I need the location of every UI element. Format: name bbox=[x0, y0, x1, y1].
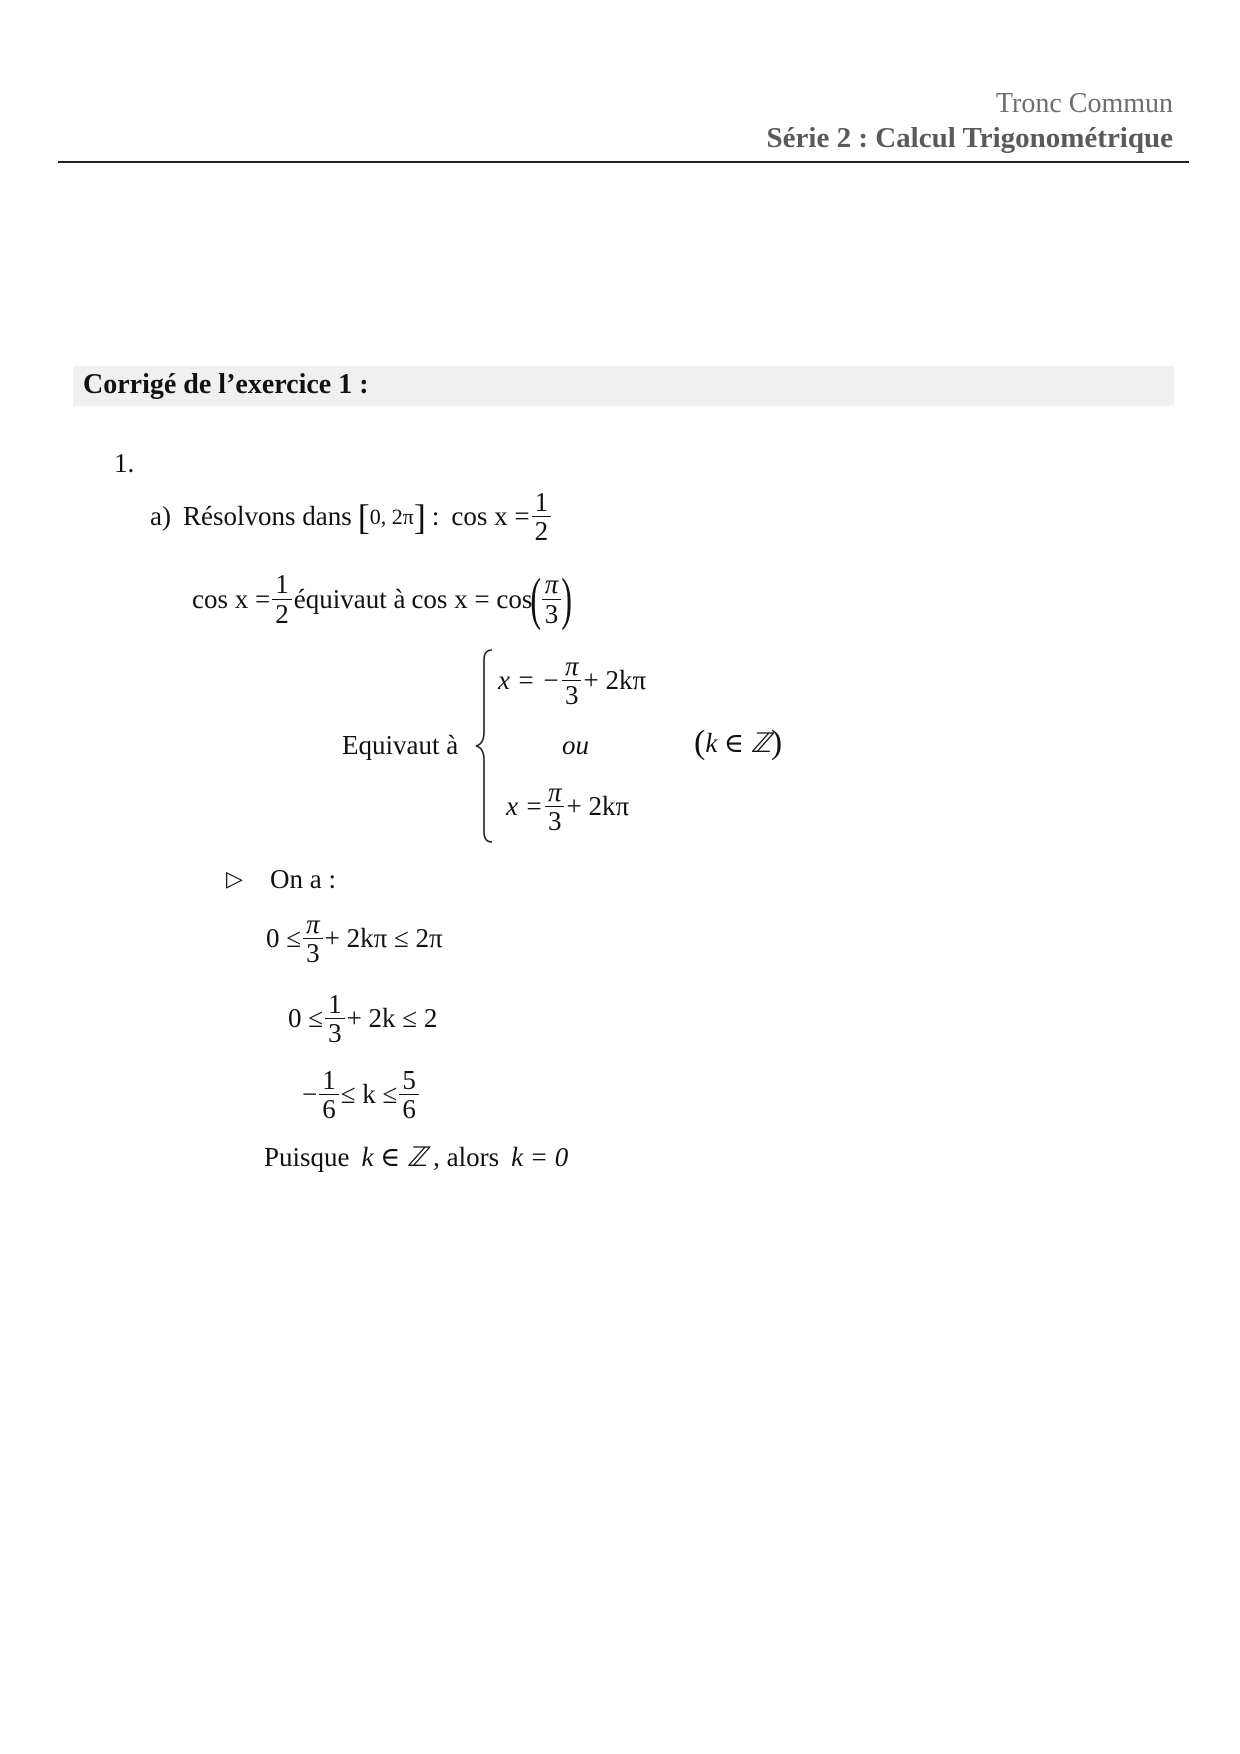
fraction-one-third bbox=[325, 990, 345, 1048]
ineq2-right: + 2k ≤ 2 bbox=[346, 1003, 438, 1034]
denominator: 2 bbox=[532, 516, 552, 545]
sys-line3-lhs: x = bbox=[506, 791, 543, 822]
numerator: π bbox=[547, 777, 562, 807]
denominator: 2 bbox=[272, 599, 292, 628]
interval-close-bracket: ] bbox=[413, 496, 426, 537]
k-in-z: k ∈ ℤ bbox=[361, 1142, 428, 1172]
numerator: 1 bbox=[322, 1065, 336, 1095]
numerator: 1 bbox=[275, 569, 289, 600]
on-a-text: On a : bbox=[270, 864, 336, 894]
conclusion-line bbox=[264, 1142, 568, 1173]
header-divider bbox=[58, 161, 1189, 163]
item-number: 1. bbox=[114, 448, 135, 478]
k-condition bbox=[694, 724, 782, 762]
ineq3-mid: ≤ k ≤ bbox=[340, 1079, 398, 1110]
fraction-pi-over-three bbox=[303, 910, 323, 968]
numerator: 5 bbox=[402, 1065, 416, 1095]
cos-x-eq-cos: cos x = cos bbox=[411, 583, 533, 614]
sys-line3-rhs: + 2kπ bbox=[566, 791, 630, 822]
ineq2-left: 0 ≤ bbox=[288, 1003, 324, 1034]
fraction-five-sixths bbox=[399, 1066, 419, 1124]
left-paren: ( bbox=[694, 724, 706, 761]
right-paren: ) bbox=[561, 566, 573, 631]
equivaut-text: équivaut à bbox=[293, 583, 406, 614]
denominator: 3 bbox=[325, 1018, 345, 1047]
sys-line1-lhs: x = − bbox=[498, 665, 560, 696]
section-header bbox=[73, 366, 1174, 406]
k-equals-zero: k = 0 bbox=[511, 1142, 569, 1172]
course-name: Tronc Commun bbox=[995, 88, 1173, 119]
fraction-one-half bbox=[532, 488, 552, 546]
section-title: Corrigé de l’exercice 1 : bbox=[83, 369, 369, 400]
inequality-2 bbox=[288, 990, 437, 1048]
denominator: 3 bbox=[545, 806, 565, 835]
numerator: π bbox=[544, 569, 559, 600]
equivalence-line bbox=[192, 566, 573, 631]
ineq1-left: 0 ≤ bbox=[266, 923, 302, 954]
fraction-one-half bbox=[272, 570, 292, 628]
k-in-z: k ∈ ℤ bbox=[705, 727, 771, 758]
fraction-one-sixth bbox=[319, 1066, 339, 1124]
denominator: 3 bbox=[303, 938, 323, 967]
system-line-3 bbox=[506, 778, 629, 836]
fraction-pi-over-three bbox=[562, 652, 582, 710]
equivaut-label: Equivaut à bbox=[342, 730, 459, 760]
denominator: 3 bbox=[542, 599, 562, 628]
puisque-text: Puisque bbox=[264, 1142, 350, 1172]
cos-x-eq: cos x = bbox=[451, 501, 530, 532]
system-line-1 bbox=[498, 652, 646, 710]
interval: 0, 2π bbox=[369, 503, 414, 529]
sub-text: Résolvons dans bbox=[182, 501, 352, 532]
denominator: 6 bbox=[319, 1094, 339, 1123]
denominator: 6 bbox=[399, 1094, 419, 1123]
sub-question-a bbox=[150, 488, 553, 546]
ineq1-right: + 2kπ ≤ 2π bbox=[324, 923, 443, 954]
colon: : bbox=[431, 501, 440, 532]
inequality-1 bbox=[266, 910, 443, 968]
system-brace bbox=[472, 648, 498, 844]
numerator: 1 bbox=[534, 487, 549, 517]
denominator: 3 bbox=[562, 680, 582, 709]
sys-line1-rhs: + 2kπ bbox=[583, 665, 647, 696]
numerator: π bbox=[306, 909, 320, 939]
triangle-bullet-icon: ▷ bbox=[226, 866, 243, 891]
system-or: ou bbox=[562, 730, 589, 760]
interval-open-bracket: [ bbox=[357, 496, 370, 537]
fraction-pi-over-three bbox=[542, 570, 562, 628]
numerator: π bbox=[564, 651, 579, 681]
numerator: 1 bbox=[328, 989, 342, 1019]
fraction-pi-over-three bbox=[545, 778, 565, 836]
alors-text: , alors bbox=[433, 1142, 500, 1172]
cos-x-eq: cos x = bbox=[192, 583, 271, 614]
inequality-3 bbox=[302, 1066, 421, 1124]
left-paren: ( bbox=[530, 566, 542, 631]
sub-label: a) bbox=[150, 501, 171, 532]
minus-sign: − bbox=[302, 1079, 318, 1110]
series-title: Série 2 : Calcul Trigonométrique bbox=[766, 122, 1173, 154]
right-paren: ) bbox=[770, 724, 783, 761]
